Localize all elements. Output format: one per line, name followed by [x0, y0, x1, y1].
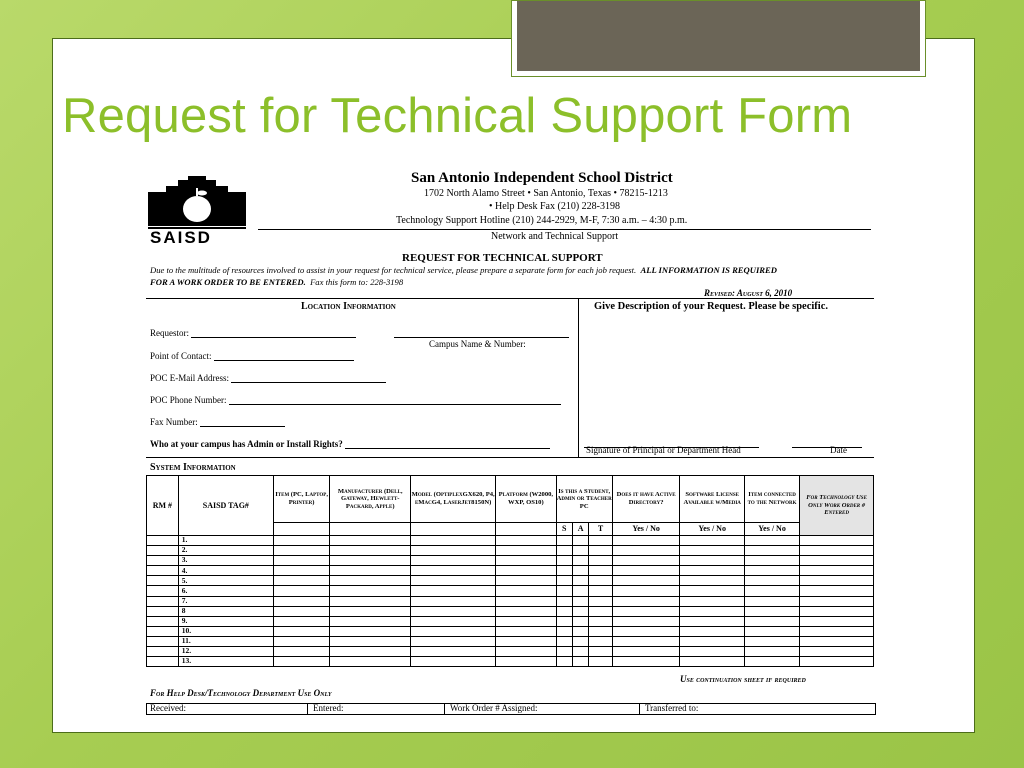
- table-cell[interactable]: [496, 616, 556, 626]
- table-cell[interactable]: [800, 626, 874, 636]
- table-cell[interactable]: [330, 626, 411, 636]
- description-heading: Give Description of your Request. Please be specific.: [594, 301, 828, 312]
- table-cell[interactable]: [744, 596, 799, 606]
- table-cell[interactable]: [147, 566, 179, 576]
- table-cell[interactable]: [147, 556, 179, 566]
- table-cell[interactable]: [589, 616, 613, 626]
- table-cell[interactable]: [556, 596, 572, 606]
- table-cell[interactable]: [589, 576, 613, 586]
- col-saisd-tag: SAISD TAG#: [178, 476, 273, 536]
- table-cell[interactable]: [612, 606, 680, 616]
- table-cell[interactable]: [411, 616, 496, 626]
- table-cell[interactable]: [589, 566, 613, 576]
- col-model: Model (OptiplexGX620, P4, eMacG4, LaserJet8150N): [411, 476, 496, 523]
- block-bottom-rule: [146, 457, 874, 458]
- revised-date: Revised: August 6, 2010: [704, 288, 793, 298]
- table-cell[interactable]: [273, 566, 329, 576]
- col-teacher-pc: Is this a Student, Admin or Teacher PC: [556, 476, 612, 523]
- row-number: 7.: [178, 596, 273, 606]
- table-cell[interactable]: [496, 556, 556, 566]
- table-cell[interactable]: [612, 626, 680, 636]
- table-cell[interactable]: [800, 566, 874, 576]
- table-row: [147, 566, 874, 576]
- table-cell[interactable]: [330, 546, 411, 556]
- table-cell[interactable]: [744, 556, 799, 566]
- table-cell[interactable]: [744, 536, 799, 546]
- sub-directory-yes-no: Yes / No: [612, 523, 680, 536]
- signature-label: Signature of Principal or Department Head: [586, 445, 741, 455]
- date-field[interactable]: [792, 446, 862, 448]
- table-cell[interactable]: [589, 546, 613, 556]
- table-cell[interactable]: [589, 556, 613, 566]
- table-cell[interactable]: [273, 576, 329, 586]
- location-heading: Location Information: [301, 301, 396, 312]
- row-number: 2.: [178, 546, 273, 556]
- table-cell[interactable]: [680, 576, 745, 586]
- table-row: [147, 596, 874, 606]
- table-cell[interactable]: [572, 606, 588, 616]
- sub-t: T: [589, 523, 613, 536]
- table-cell[interactable]: [744, 586, 799, 596]
- table-cell[interactable]: [572, 566, 588, 576]
- row-number: 6.: [178, 586, 273, 596]
- table-cell[interactable]: [556, 636, 572, 646]
- table-cell[interactable]: [589, 647, 613, 657]
- table-cell[interactable]: [800, 556, 874, 566]
- table-cell[interactable]: [572, 576, 588, 586]
- row-number: 13.: [178, 657, 273, 667]
- row-number: 12.: [178, 647, 273, 657]
- table-cell[interactable]: [496, 576, 556, 586]
- table-cell[interactable]: [147, 626, 179, 636]
- table-cell[interactable]: [330, 596, 411, 606]
- table-cell[interactable]: [744, 546, 799, 556]
- table-cell[interactable]: [496, 626, 556, 636]
- table-cell[interactable]: [273, 606, 329, 616]
- table-cell[interactable]: [496, 546, 556, 556]
- footer-heading: For Help Desk/Technology Department Use Only: [150, 688, 332, 698]
- table-cell[interactable]: [800, 596, 874, 606]
- table-cell[interactable]: [273, 647, 329, 657]
- table-cell[interactable]: [556, 566, 572, 576]
- row-number: 1.: [178, 536, 273, 546]
- admin-rights-row: Who at your campus has Admin or Install Rights?: [150, 439, 550, 449]
- table-cell[interactable]: [572, 596, 588, 606]
- table-cell[interactable]: [147, 536, 179, 546]
- table-cell[interactable]: [612, 647, 680, 657]
- entered-label: Entered:: [313, 703, 344, 713]
- col-manufacturer: Manufacturer (Dell, Gateway, Hewlett-Packard, Apple): [330, 476, 411, 523]
- location-description-block: [146, 298, 874, 457]
- table-cell[interactable]: [330, 657, 411, 667]
- table-cell[interactable]: [572, 586, 588, 596]
- fax-field[interactable]: [200, 425, 285, 427]
- table-cell[interactable]: [744, 566, 799, 576]
- table-cell[interactable]: [411, 536, 496, 546]
- table-cell[interactable]: [680, 636, 745, 646]
- table-cell[interactable]: [589, 636, 613, 646]
- col-network: Item connected to the Network: [744, 476, 799, 523]
- table-cell[interactable]: [800, 576, 874, 586]
- table-cell[interactable]: [744, 576, 799, 586]
- help-desk-use-row: [146, 703, 876, 715]
- table-cell[interactable]: [147, 616, 179, 626]
- table-cell[interactable]: [411, 647, 496, 657]
- table-cell[interactable]: [273, 596, 329, 606]
- row-number: 9.: [178, 616, 273, 626]
- table-cell[interactable]: [589, 606, 613, 616]
- table-cell[interactable]: [744, 616, 799, 626]
- support-hotline: Technology Support Hotline (210) 244-2929, M-F, 7:30 a.m. – 4:30 p.m.: [396, 215, 688, 226]
- table-cell[interactable]: [556, 556, 572, 566]
- table-cell[interactable]: [572, 647, 588, 657]
- phone-row: POC Phone Number:: [150, 395, 561, 405]
- col-rm: RM #: [147, 476, 179, 536]
- admin-rights-field[interactable]: [345, 447, 550, 449]
- table-cell[interactable]: [273, 657, 329, 667]
- saisd-logo-icon: [148, 176, 252, 244]
- received-label: Received:: [150, 703, 186, 713]
- table-cell[interactable]: [273, 636, 329, 646]
- slide-title: Request for Technical Support Form: [62, 89, 853, 143]
- table-cell[interactable]: [680, 616, 745, 626]
- department-name: Network and Technical Support: [491, 231, 619, 242]
- table-cell[interactable]: [411, 636, 496, 646]
- date-label: Date: [830, 445, 847, 455]
- col-software-license: Software License Available w/Media: [680, 476, 745, 523]
- poc-field[interactable]: [214, 359, 354, 361]
- table-cell[interactable]: [680, 626, 745, 636]
- table-cell[interactable]: [496, 636, 556, 646]
- table-cell[interactable]: [680, 647, 745, 657]
- description-field[interactable]: [586, 317, 872, 435]
- table-cell[interactable]: [147, 586, 179, 596]
- table-cell[interactable]: [612, 556, 680, 566]
- table-cell[interactable]: [680, 566, 745, 576]
- row-number: 3.: [178, 556, 273, 566]
- block-divider: [578, 299, 579, 457]
- table-row: [147, 546, 874, 556]
- table-cell[interactable]: [147, 576, 179, 586]
- col-platform: Platform (W2000, WXP, OS10): [496, 476, 556, 523]
- table-cell[interactable]: [744, 657, 799, 667]
- requestor-field[interactable]: [191, 336, 356, 338]
- table-cell[interactable]: [330, 566, 411, 576]
- table-cell[interactable]: [556, 626, 572, 636]
- table-cell[interactable]: [330, 586, 411, 596]
- table-cell[interactable]: [273, 556, 329, 566]
- table-cell[interactable]: [330, 606, 411, 616]
- table-cell[interactable]: [744, 647, 799, 657]
- table-cell[interactable]: [589, 596, 613, 606]
- table-cell[interactable]: [589, 536, 613, 546]
- table-cell[interactable]: [330, 556, 411, 566]
- table-cell[interactable]: [800, 616, 874, 626]
- row-number: 8: [178, 606, 273, 616]
- system-information-table: [146, 475, 874, 667]
- request-form-document: [146, 170, 878, 715]
- table-cell[interactable]: [496, 606, 556, 616]
- table-cell[interactable]: [572, 556, 588, 566]
- table-cell[interactable]: [572, 616, 588, 626]
- table-cell[interactable]: [589, 626, 613, 636]
- table-cell[interactable]: [556, 576, 572, 586]
- row-number: 4.: [178, 566, 273, 576]
- header-photo: [511, 0, 926, 77]
- row-number: 5.: [178, 576, 273, 586]
- table-row: [147, 657, 874, 667]
- table-cell[interactable]: [411, 657, 496, 667]
- table-cell[interactable]: [589, 586, 613, 596]
- table-cell[interactable]: [556, 606, 572, 616]
- table-cell[interactable]: [411, 546, 496, 556]
- table-cell[interactable]: [273, 586, 329, 596]
- table-cell[interactable]: [800, 606, 874, 616]
- table-cell[interactable]: [800, 546, 874, 556]
- table-cell[interactable]: [496, 586, 556, 596]
- table-cell[interactable]: [411, 606, 496, 616]
- table-cell[interactable]: [612, 636, 680, 646]
- header-rule: [258, 229, 871, 230]
- table-cell[interactable]: [680, 556, 745, 566]
- table-row: [147, 616, 874, 626]
- email-row: POC E-Mail Address:: [150, 373, 386, 383]
- help-desk-fax: • Help Desk Fax (210) 228-3198: [489, 201, 620, 212]
- campus-field[interactable]: [394, 336, 569, 338]
- table-cell[interactable]: [273, 536, 329, 546]
- table-cell[interactable]: [612, 616, 680, 626]
- form-title: REQUEST FOR TECHNICAL SUPPORT: [402, 252, 603, 264]
- table-cell[interactable]: [680, 596, 745, 606]
- continuation-note: Use continuation sheet if required: [680, 674, 806, 684]
- table-cell[interactable]: [496, 657, 556, 667]
- table-cell[interactable]: [411, 596, 496, 606]
- table-cell[interactable]: [147, 647, 179, 657]
- table-cell[interactable]: [744, 626, 799, 636]
- table-cell[interactable]: [612, 586, 680, 596]
- table-cell[interactable]: [556, 647, 572, 657]
- work-order-label: Work Order # Assigned:: [450, 703, 538, 713]
- table-cell[interactable]: [680, 586, 745, 596]
- table-cell[interactable]: [147, 546, 179, 556]
- table-cell[interactable]: [556, 586, 572, 596]
- intro-line-1: Due to the multitude of resources involved to assist in your request for technical service, please prepare a separate form for each job request. ALL INFORMATION IS REQUIRED: [150, 265, 777, 275]
- table-cell[interactable]: [800, 657, 874, 667]
- table-cell[interactable]: [556, 657, 572, 667]
- table-cell[interactable]: [496, 566, 556, 576]
- table-cell[interactable]: [800, 647, 874, 657]
- table-cell[interactable]: [800, 636, 874, 646]
- table-cell[interactable]: [612, 576, 680, 586]
- table-cell[interactable]: [273, 546, 329, 556]
- table-cell[interactable]: [744, 636, 799, 646]
- col-active-directory: Does it have Active Directory?: [612, 476, 680, 523]
- table-cell[interactable]: [496, 596, 556, 606]
- table-row: [147, 606, 874, 616]
- table-row: [147, 636, 874, 646]
- table-cell[interactable]: [147, 636, 179, 646]
- table-cell[interactable]: [556, 546, 572, 556]
- table-cell[interactable]: [330, 616, 411, 626]
- table-cell[interactable]: [572, 626, 588, 636]
- sub-license-yes-no: Yes / No: [680, 523, 745, 536]
- table-cell[interactable]: [330, 647, 411, 657]
- table-cell[interactable]: [330, 536, 411, 546]
- table-cell[interactable]: [556, 536, 572, 546]
- table-row: [147, 626, 874, 636]
- table-cell[interactable]: [680, 606, 745, 616]
- table-cell[interactable]: [680, 657, 745, 667]
- table-cell[interactable]: [572, 636, 588, 646]
- table-cell[interactable]: [744, 606, 799, 616]
- table-row: [147, 536, 874, 546]
- email-field[interactable]: [231, 381, 386, 383]
- logo-text: SAISD: [150, 228, 212, 244]
- table-cell[interactable]: [330, 636, 411, 646]
- sub-network-yes-no: Yes / No: [744, 523, 799, 536]
- table-cell[interactable]: [330, 576, 411, 586]
- table-cell[interactable]: [496, 647, 556, 657]
- table-cell[interactable]: [800, 536, 874, 546]
- district-address: 1702 North Alamo Street • San Antonio, Texas • 78215-1213: [424, 188, 668, 199]
- table-cell[interactable]: [411, 556, 496, 566]
- fax-row: Fax Number:: [150, 417, 285, 427]
- table-cell[interactable]: [147, 606, 179, 616]
- table-cell[interactable]: [612, 657, 680, 667]
- transferred-label: Transferred to:: [645, 703, 699, 713]
- table-cell[interactable]: [612, 536, 680, 546]
- table-cell[interactable]: [680, 536, 745, 546]
- row-number: 11.: [178, 636, 273, 646]
- table-cell[interactable]: [496, 536, 556, 546]
- district-name: San Antonio Independent School District: [411, 170, 673, 186]
- table-cell[interactable]: [411, 626, 496, 636]
- table-cell[interactable]: [612, 566, 680, 576]
- table-cell[interactable]: [572, 546, 588, 556]
- table-row: [147, 586, 874, 596]
- table-row: [147, 576, 874, 586]
- requestor-row: Requestor:: [150, 328, 356, 338]
- table-row: [147, 556, 874, 566]
- header-photo-image: [517, 1, 920, 71]
- intro-line-2: FOR A WORK ORDER TO BE ENTERED. Fax this form to: 228-3198: [150, 277, 404, 287]
- table-cell[interactable]: [589, 657, 613, 667]
- table-row: [147, 647, 874, 657]
- table-cell[interactable]: [800, 586, 874, 596]
- table-cell[interactable]: [556, 616, 572, 626]
- row-number: 10.: [178, 626, 273, 636]
- sub-a: A: [572, 523, 588, 536]
- col-item: Item (PC, Laptop, Printer): [273, 476, 329, 523]
- table-cell[interactable]: [612, 596, 680, 606]
- col-technology-use: For Technology Use Only Work Order # Entered: [800, 476, 874, 536]
- table-cell[interactable]: [680, 546, 745, 556]
- poc-row: Point of Contact:: [150, 351, 354, 361]
- system-heading: System Information: [150, 462, 236, 473]
- table-cell[interactable]: [273, 626, 329, 636]
- phone-field[interactable]: [229, 403, 561, 405]
- table-cell[interactable]: [411, 566, 496, 576]
- table-cell[interactable]: [572, 536, 588, 546]
- table-cell[interactable]: [612, 546, 680, 556]
- table-cell[interactable]: [572, 657, 588, 667]
- table-cell[interactable]: [147, 596, 179, 606]
- table-cell[interactable]: [273, 616, 329, 626]
- table-cell[interactable]: [411, 576, 496, 586]
- campus-label: Campus Name & Number:: [429, 339, 526, 349]
- table-cell[interactable]: [411, 586, 496, 596]
- sub-s: S: [556, 523, 572, 536]
- table-cell[interactable]: [147, 657, 179, 667]
